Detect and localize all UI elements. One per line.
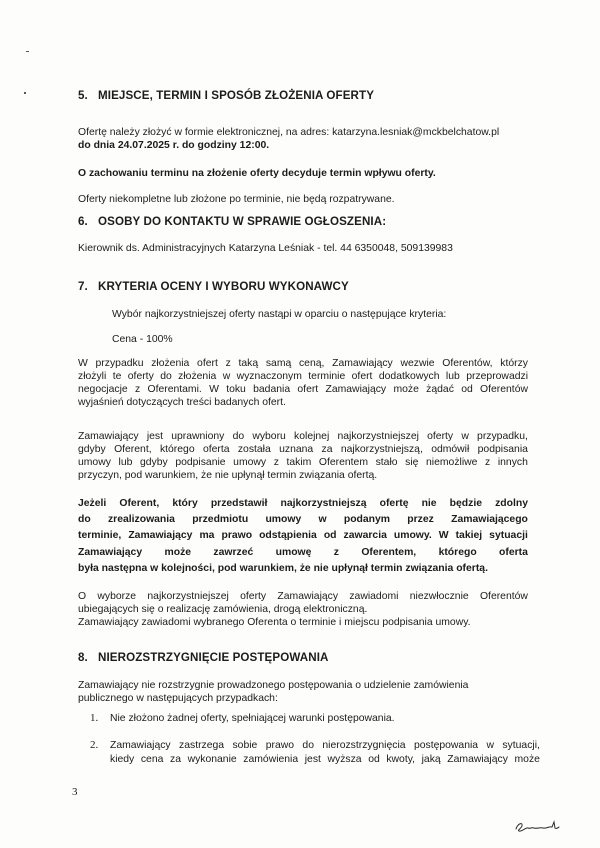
text-line: Nie złożono żadnej oferty, spełniającej warunki postępowania. [110,713,395,724]
list-item-text [110,739,540,766]
text-line: ubiegających się o realizację zamówienia, drogą elektroniczną. [78,604,368,615]
section-number: 8. [78,651,88,664]
paragraph-equal-price [78,357,528,409]
list-item-number: 1. [90,712,99,724]
deadline-line: do dnia 24.07.2025 r. do godziny 12:00. [78,140,270,151]
criteria-intro: Wybór najkorzystniejszej oferty nastąpi w oparciu o następujące kryteria: [112,309,447,320]
scan-mark [26,51,29,52]
text-line: Zamawiający zastrzega sobie prawo do nierozstrzygnięcia postępowania w sytuacji, [110,740,540,751]
section-title: KRYTERIA OCENY I WYBORU WYKONAWCY [98,280,349,293]
paragraph-notification [78,590,528,629]
text-line: Jeżeli Oferent, który przedstawił najkorzystniejszą ofertę nie będzie zdolny [78,498,528,509]
incomplete-offers-note: Oferty niekompletne lub złożone po terminie, nie będą rozpatrywane. [78,194,395,205]
text-line: przyczyn, pod warunkiem, że nie upłynął termin związania ofertą. [78,470,378,481]
text-line: umowy lub gdyby podpisanie umowy z takim Oferentem stało się niemożliwe z innych [78,457,528,468]
text-line: Ofertę należy złożyć w formie elektronicznej, na adres: katarzyna.lesniak@mckbelchatow.pl [78,127,500,138]
paragraph-next-offer [78,430,528,482]
list-item [90,712,540,728]
section-7-heading [78,280,349,293]
criteria-price: Cena - 100% [112,334,173,345]
text-line: Zamawiający zawiadomi wybranego Oferenta o terminie i miejscu podpisania umowy. [78,617,471,628]
list-item-text [110,712,540,726]
section-5-heading [78,89,374,102]
text-line: publicznego w następujących przypadkach: [78,693,278,704]
text-line: złożyli te oferty do złożenia w wyznaczonym terminie ofert dodatkowych lub przeprowadzi [78,371,528,382]
text-line: do zrealizowania przedmiotu umowy w podanym przez Zamawiającego [78,514,528,526]
list-item-number: 2. [90,739,99,751]
scan-mark [24,92,26,94]
section-title: MIEJSCE, TERMIN I SPOSÓB ZŁOŻENIA OFERTY [98,89,375,102]
section-8-heading [78,651,329,664]
section-title: OSOBY DO KONTAKTU W SPRAWIE OGŁOSZENIA: [98,215,387,228]
text-line: Zamawiający jest uprawniony do wyboru kolejnej najkorzystniejszej oferty w przypadku, [78,431,528,442]
section-number: 5. [78,89,88,102]
deadline-note: O zachowaniu terminu na złożenie oferty decyduje termin wpływu oferty. [78,168,436,179]
text-line: gdyby Oferent, którego oferta została uznana za najkorzystniejszą, odmówił podpisania [78,444,528,455]
text-line: Zamawiający może zawrzeć umowę z Oferentem, którego oferta [78,546,528,558]
text-line: kiedy cena za wykonanie zamówienia jest wyższa od kwoty, jaką Zamawiający może [110,753,540,765]
section-number: 7. [78,280,88,293]
section-title: NIEROZSTRZYGNIĘCIE POSTĘPOWANIA [98,651,329,664]
text-line: terminie, Zamawiający ma prawo odstąpienia od zawarcia umowy. W takiej sytuacji [78,530,528,542]
signature-initials [514,818,560,834]
text-line: W przypadku złożenia ofert z taką samą ceną, Zamawiający wezwie Oferentów, którzy [78,358,528,369]
paragraph-withdrawal [78,496,528,577]
list-item [90,739,540,769]
page-number: 3 [72,786,78,798]
text-line: wyjaśnień dotyczących treści badanych ofert. [78,397,286,408]
section-8-intro [78,679,528,705]
contact-person: Kierownik ds. Administracyjnych Katarzyna Leśniak - tel. 44 6350048, 509139983 [78,243,453,254]
section-5-paragraph [78,126,528,152]
text-line: Zamawiający nie rozstrzygnie prowadzonego postępowania o udzielenie zamówienia [78,680,469,691]
section-6-heading [78,215,386,228]
section-number: 6. [78,215,88,228]
text-line: była następna w kolejności, pod warunkiem, że nie upłynął termin związania ofertą. [78,562,488,574]
text-line: negocjacje z Oferentami. W toku badania ofert Zamawiający może żądać od Oferentów [78,384,528,395]
text-line: O wyborze najkorzystniejszej oferty Zamawiający zawiadomi niezwłocznie Oferentów [78,591,528,602]
